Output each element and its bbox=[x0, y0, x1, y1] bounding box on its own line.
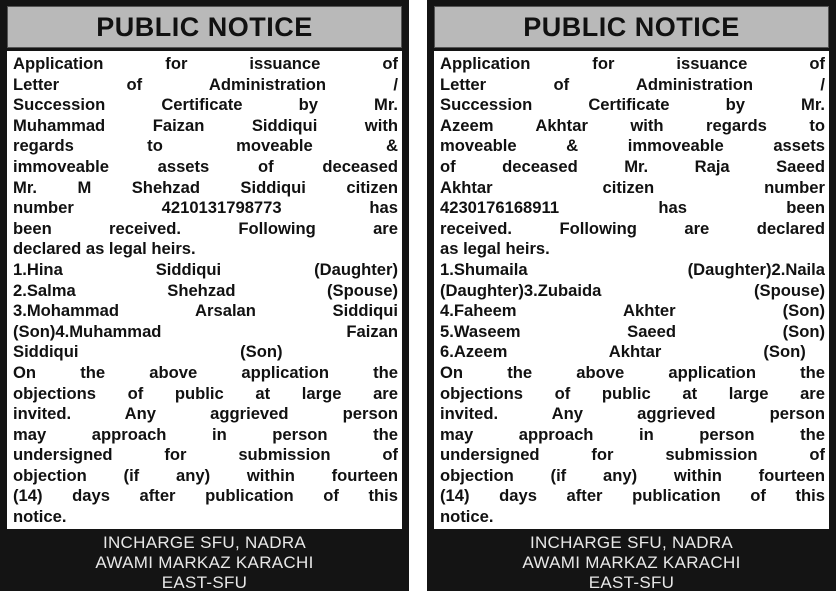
notice-line: notice. bbox=[13, 507, 67, 527]
footer-line: INCHARGE SFU, NADRA bbox=[529, 533, 734, 552]
public-notice-siddiqui bbox=[0, 0, 409, 591]
notice-title: PUBLIC NOTICE bbox=[7, 6, 402, 48]
notice-line: On the above application the bbox=[13, 362, 398, 382]
notice-line: Akhtar citizen number bbox=[440, 177, 825, 197]
heir-line: (Son)4.Muhammad Faizan bbox=[13, 321, 398, 341]
notice-line: invited. Any aggrieved person bbox=[440, 404, 825, 424]
notice-line: number 4210131798773 has bbox=[13, 198, 398, 218]
notice-line: undersigned for submission of bbox=[13, 445, 398, 465]
footer-line: AWAMI MARKAZ KARACHI bbox=[95, 553, 314, 572]
notice-body bbox=[7, 51, 402, 529]
notice-line: may approach in person the bbox=[13, 424, 398, 444]
notice-line: may approach in person the bbox=[440, 424, 825, 444]
notice-line: (14) days after publication of this bbox=[13, 486, 398, 506]
notice-line: objection (if any) within fourteen bbox=[440, 465, 825, 485]
notice-line: Mr. M Shehzad Siddiqui citizen bbox=[13, 177, 398, 197]
notice-line: Letter of Administration / bbox=[440, 74, 825, 94]
notice-line: objection (if any) within fourteen bbox=[13, 465, 398, 485]
footer-line: EAST-SFU bbox=[588, 573, 675, 591]
notice-line: Application for issuance of bbox=[13, 54, 398, 73]
notice-line: been received. Following are bbox=[13, 218, 398, 238]
notice-line: immoveable assets of deceased bbox=[13, 156, 398, 176]
notice-line: Azeem Akhtar with regards to bbox=[440, 115, 825, 135]
notice-line: Application for issuance of bbox=[440, 54, 825, 73]
public-notice-akhtar bbox=[427, 0, 836, 591]
heir-line: 1.Hina Siddiqui (Daughter) bbox=[13, 259, 398, 279]
notice-line: Muhammad Faizan Siddiqui with bbox=[13, 115, 398, 135]
heir-line: 6.Azeem Akhtar (Son) bbox=[440, 342, 806, 362]
heir-line: (Daughter)3.Zubaida (Spouse) bbox=[440, 280, 825, 300]
notice-line: 4230176168911 has been bbox=[440, 198, 825, 218]
notice-line: declared as legal heirs. bbox=[13, 239, 196, 259]
heir-line: Siddiqui (Son) bbox=[13, 342, 283, 362]
heir-line: 4.Faheem Akhter (Son) bbox=[440, 301, 825, 321]
notice-line: objections of public at large are bbox=[13, 383, 398, 403]
heir-line: 5.Waseem Saeed (Son) bbox=[440, 321, 825, 341]
heir-line: 3.Mohammad Arsalan Siddiqui bbox=[13, 301, 398, 321]
heir-line: 2.Salma Shehzad (Spouse) bbox=[13, 280, 398, 300]
notice-line: Succession Certificate by Mr. bbox=[440, 95, 825, 115]
heir-line: 1.Shumaila (Daughter)2.Naila bbox=[440, 259, 825, 279]
notice-line: invited. Any aggrieved person bbox=[13, 404, 398, 424]
notice-footer bbox=[0, 531, 409, 591]
notice-line: (14) days after publication of this bbox=[440, 486, 825, 506]
notice-line: as legal heirs. bbox=[440, 239, 550, 259]
notice-line: notice. bbox=[440, 507, 494, 527]
notice-line: of deceased Mr. Raja Saeed bbox=[440, 156, 825, 176]
notice-line: moveable & immoveable assets bbox=[440, 136, 825, 156]
footer-line: INCHARGE SFU, NADRA bbox=[102, 533, 307, 552]
notice-line: Succession Certificate by Mr. bbox=[13, 95, 398, 115]
notice-line: received. Following are declared bbox=[440, 218, 825, 238]
notice-line: objections of public at large are bbox=[440, 383, 825, 403]
notice-line: undersigned for submission of bbox=[440, 445, 825, 465]
notice-title: PUBLIC NOTICE bbox=[434, 6, 829, 48]
footer-line: AWAMI MARKAZ KARACHI bbox=[522, 553, 741, 572]
footer-line: EAST-SFU bbox=[161, 573, 248, 591]
notice-line: On the above application the bbox=[440, 362, 825, 382]
notice-line: Letter of Administration / bbox=[13, 74, 398, 94]
notice-line: regards to moveable & bbox=[13, 136, 398, 156]
notice-footer bbox=[427, 531, 836, 591]
notice-body bbox=[434, 51, 829, 529]
